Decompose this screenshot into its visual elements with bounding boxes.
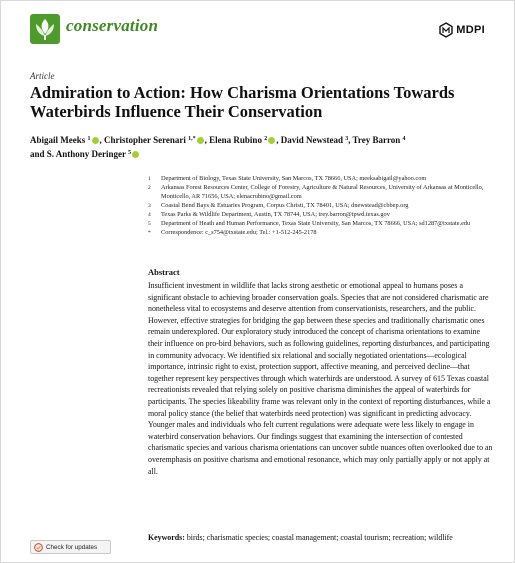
orcid-icon[interactable]: [92, 137, 99, 144]
abstract-heading: Abstract: [148, 267, 180, 277]
journal-logo-icon: [30, 14, 60, 44]
author-name: S. Anthony Deringer: [46, 149, 126, 159]
author-name: Abigail Meeks: [30, 135, 86, 145]
author-name: Christopher Serenari: [104, 135, 186, 145]
affiliation-item: [148, 202, 493, 211]
keywords-text: birds; charismatic species; coastal management; coastal tourism; recreation; wildlife: [186, 533, 453, 542]
author-name: Elena Rubino: [209, 135, 262, 145]
author[interactable]: [30, 135, 100, 145]
orcid-icon[interactable]: [197, 137, 204, 144]
keywords-label: Keywords:: [148, 533, 185, 542]
check-for-updates-button[interactable]: [30, 540, 111, 554]
article-title: Admiration to Action: How Charisma Orientations Towards Waterbirds Influence Their Conservation: [30, 83, 455, 121]
author-affiliation-ref: 1,*: [188, 136, 196, 142]
affiliations-list: [148, 175, 493, 238]
affiliation-number: *: [148, 229, 151, 236]
author-list: Abigail Meeks $^1$ , Christopher Serenari $^{1,*}$ , Elena Rubino $^2$ , David Newstead $^3$, Trey Barron $^4$ and S. Anthony Deringer $^5$: [30, 135, 406, 159]
affiliation-text: Coastal Bend Bays & Estuaries Program, Corpus Christi, TX 78401, USA; dnewstead@cbbep.org: [161, 201, 409, 209]
author[interactable]: [281, 135, 349, 145]
affiliation-text: Department of Heath and Human Performance, Texas State University, San Marcos, TX 78666, USA; sd1287@txstate.edu: [161, 219, 471, 227]
affiliation-text: Arkansas Forest Resources Center, College of Forestry, Agriculture & Natural Resources, University of Arkansas at Monticello, Monticello, AR 71656, USA; elenacrubino@gmail.com: [161, 184, 484, 200]
author[interactable]: [104, 135, 205, 145]
orcid-icon[interactable]: [268, 137, 275, 144]
abstract-text: Insufficient investment in wildlife that lacks strong aesthetic or emotional appeal to humans poses a significant obstacle to achieving broader conservation goals. Species that are not considered charismatic are nonetheless vital to ecosystems and deserve attention from conservationists, researchers, and the public. However, effective strategies for bridging the gap between these species and traditionally charismatic ones remain underexplored. Our exploratory study introduced the concept of charisma orientations to examine their influence on pro-bird behaviors, such as following guidelines, reporting disturbances, and participating in community advocacy. We identified six relational and socially negotiated orientations—ecological importance, intrinsic right to exist, protection support, affective meaning, and perceived decline—that together represent key perspectives through which waterbirds are understood. A survey of 615 Texas coastal recreationists revealed that relying solely on positive charisma diminishes the appeal of waterbirds for participants. The species likeability frame was relevant only in the context of reporting disturbances, while a moral policy stance (the belief that waterbirds need protection) was significant in predicting advocacy. Younger males and individuals who felt current regulations were adequate were less likely to engage in waterbird conservation behaviors. Our findings suggest that examining the intersection of contested charismatic species and various charisma orientations can uncover subtle nuances often overlooked due to an overemphasis on positive charisma and emotional resonance, which may only partially apply or not apply at all.: [148, 281, 493, 476]
publisher-mark-icon: [439, 22, 453, 38]
author-affiliation-ref: 5: [128, 150, 132, 156]
author-affiliation-ref: 4: [402, 136, 406, 142]
affiliation-text: Texas Parks & Wildlife Department, Austin, TX 78744, USA; trey.barron@tpwd.texas.gov: [161, 210, 390, 218]
author[interactable]: [209, 135, 276, 145]
author[interactable]: [353, 135, 406, 145]
affiliation-number: 2: [148, 185, 151, 191]
author-affiliation-ref: 3: [345, 136, 349, 142]
affiliation-text: Correspondence: c_s754@txstate.edu; Tel.: +1-512-245-2178: [161, 228, 317, 236]
journal-name: conservation: [66, 16, 159, 35]
author-affiliation-ref: 1: [87, 136, 91, 142]
publisher-logo: [439, 22, 485, 38]
affiliation-item: [148, 184, 493, 201]
orcid-icon[interactable]: [132, 151, 139, 158]
affiliation-number: 1: [148, 176, 151, 182]
author[interactable]: [47, 149, 140, 159]
affiliation-item: [148, 229, 493, 238]
keywords: [148, 532, 494, 544]
affiliation-number: 3: [148, 202, 151, 209]
article-type: Article: [30, 71, 55, 81]
publisher-name: MDPI: [456, 24, 485, 36]
affiliation-text: Department of Biology, Texas State University, San Marcos, TX 78666, USA; meeksabigail@yahoo.com: [161, 175, 427, 182]
affiliation-item: [148, 211, 493, 220]
check-for-updates-label: Check for updates: [46, 543, 98, 551]
check-updates-icon: [34, 543, 43, 552]
affiliation-item: [148, 175, 493, 184]
author-affiliation-ref: 2: [264, 136, 268, 142]
affiliation-item: [148, 220, 493, 229]
author-name: David Newstead: [280, 135, 343, 145]
affiliation-number: 4: [148, 211, 151, 218]
author-name: Trey Barron: [352, 135, 401, 145]
affiliation-number: 5: [148, 220, 151, 227]
